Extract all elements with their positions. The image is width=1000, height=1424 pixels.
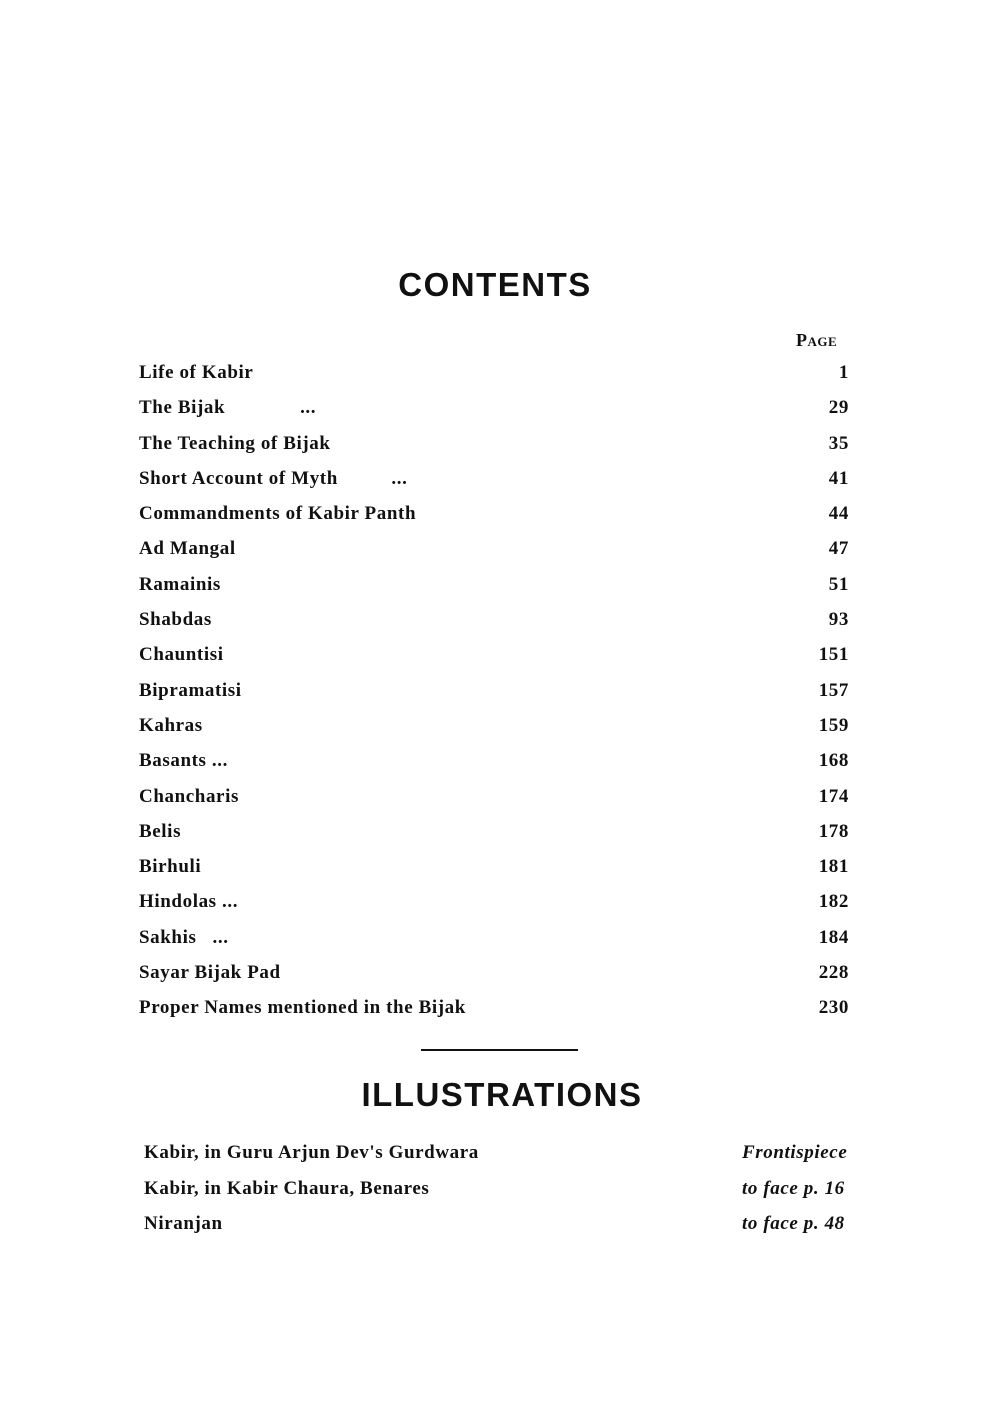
section-divider xyxy=(421,1049,578,1051)
illustration-caption: Kabir, in Kabir Chaura, Benares xyxy=(144,1177,430,1199)
toc-entry-page: 178 xyxy=(818,820,849,842)
toc-row xyxy=(139,503,849,538)
illustration-caption: Kabir, in Guru Arjun Dev's Gurdwara xyxy=(144,1142,479,1163)
toc-entry-page: 168 xyxy=(818,750,849,772)
toc-entry-title: Life of Kabir xyxy=(139,362,254,383)
toc-entry-page: 29 xyxy=(828,397,849,419)
toc-row xyxy=(139,397,849,432)
toc-entry-title: Bipramatisi xyxy=(139,679,242,701)
toc-entry-title: The Bijak ... xyxy=(139,397,317,419)
contents-list xyxy=(139,362,849,1033)
toc-entry-page: 230 xyxy=(818,997,849,1019)
illustration-placement: to face p. 48 xyxy=(742,1213,845,1234)
toc-entry-page: 181 xyxy=(818,856,849,878)
toc-row xyxy=(139,574,849,609)
toc-row xyxy=(139,997,849,1032)
toc-entry-page: 151 xyxy=(818,644,849,666)
toc-entry-page: 35 xyxy=(828,432,849,454)
illustrations-list xyxy=(144,1142,864,1249)
toc-entry-page: 41 xyxy=(828,467,849,489)
toc-entry-page: 228 xyxy=(818,962,849,984)
toc-row xyxy=(139,715,849,750)
toc-entry-page: 174 xyxy=(818,785,849,807)
toc-entry-page: 93 xyxy=(828,609,849,631)
illustration-row xyxy=(144,1178,864,1214)
toc-row xyxy=(139,609,849,644)
toc-entry-title: Birhuli xyxy=(139,856,202,878)
toc-row xyxy=(139,821,849,856)
toc-entry-title: Proper Names mentioned in the Bijak xyxy=(139,997,466,1019)
illustrations-heading: ILLUSTRATIONS xyxy=(361,1076,643,1113)
toc-entry-title: Basants ... xyxy=(139,750,228,772)
toc-entry-title: Belis xyxy=(139,820,182,842)
toc-entry-page: 51 xyxy=(828,573,849,595)
toc-entry-title: Ad Mangal xyxy=(139,538,236,560)
toc-row xyxy=(139,680,849,715)
toc-row xyxy=(139,927,849,962)
illustration-placement: Frontispiece xyxy=(742,1142,848,1163)
toc-entry-page: 159 xyxy=(818,714,849,736)
illustration-caption: Niranjan xyxy=(144,1213,223,1234)
toc-entry-title: Chauntisi xyxy=(139,644,224,666)
page-column-header: Page xyxy=(796,330,838,350)
toc-row xyxy=(139,786,849,821)
illustration-placement: to face p. 16 xyxy=(742,1177,845,1199)
contents-heading: CONTENTS xyxy=(398,266,592,303)
toc-row xyxy=(139,891,849,926)
toc-entry-page: 182 xyxy=(818,891,849,913)
toc-entry-page: 44 xyxy=(828,503,849,525)
toc-row xyxy=(139,538,849,573)
toc-entry-title: Sayar Bijak Pad xyxy=(139,962,281,984)
toc-entry-title: Sakhis ... xyxy=(139,926,229,948)
toc-entry-title: Chancharis xyxy=(139,785,239,807)
illustration-row xyxy=(144,1142,864,1178)
toc-entry-title: The Teaching of Bijak xyxy=(139,432,331,454)
toc-row xyxy=(139,433,849,468)
toc-entry-page: 1 xyxy=(838,362,849,383)
toc-entry-title: Hindolas ... xyxy=(139,891,239,913)
toc-entry-page: 157 xyxy=(818,679,849,701)
toc-row xyxy=(139,362,849,397)
toc-entry-title: Ramainis xyxy=(139,573,221,595)
toc-row xyxy=(139,644,849,679)
toc-entry-title: Commandments of Kabir Panth xyxy=(139,503,417,525)
toc-entry-title: Shabdas xyxy=(139,609,212,631)
toc-row xyxy=(139,750,849,785)
toc-row xyxy=(139,962,849,997)
toc-entry-page: 47 xyxy=(828,538,849,560)
illustration-row xyxy=(144,1213,864,1249)
toc-entry-page: 184 xyxy=(818,926,849,948)
toc-row xyxy=(139,468,849,503)
toc-entry-title: Short Account of Myth ... xyxy=(139,467,408,489)
toc-row xyxy=(139,856,849,891)
toc-entry-title: Kahras xyxy=(139,714,203,736)
